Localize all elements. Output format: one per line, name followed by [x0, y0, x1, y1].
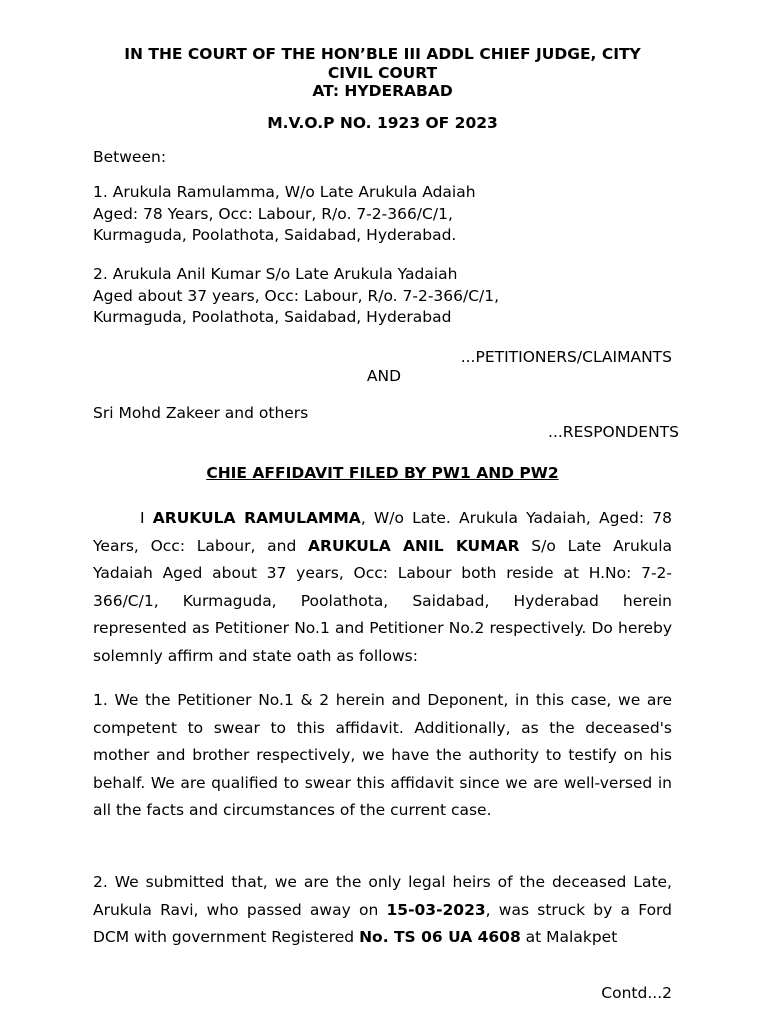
respondents-label: ...RESPONDENTS: [548, 423, 679, 441]
deponent-2-name: ARUKULA ANIL KUMAR: [308, 536, 520, 555]
intro-text-1: I: [140, 509, 153, 527]
petitioner-2-line-2: Aged about 37 years, Occ: Labour, R/o. 7-2-366/C/1,: [93, 286, 500, 305]
petitioner-1-line-1: 1. Arukula Ramulamma, W/o Late Arukula Adaiah: [93, 183, 476, 201]
between-label: Between:: [93, 148, 167, 166]
court-line-1: IN THE COURT OF THE HON’BLE III ADDL CHIEF JUDGE, CITY: [124, 45, 641, 63]
petitioner-1-line-2: Aged: 78 Years, Occ: Labour, R/o. 7-2-366/C/1,: [93, 204, 453, 223]
intro-paragraph: [93, 505, 672, 670]
case-number: M.V.O.P NO. 1923 OF 2023: [267, 114, 498, 132]
para2-text-3: at Malakpet: [520, 928, 618, 946]
death-date: 15-03-2023: [386, 900, 486, 919]
court-heading: [93, 45, 672, 101]
continued-label: Contd...2: [601, 984, 672, 1002]
intro-text-3: S/o Late Arukula Yadaiah Aged about 37 years, Occ: Labour both reside at H.No: 7-2-366/C/1, Kurmaguda, Poolathota, Saidabad, Hyderabad herein represented as Petitioner No.1 and Petitioner No.2 respectively. Do hereby solemnly affirm and state oath as follows:: [93, 536, 672, 665]
deponent-1-name: ARUKULA RAMULAMMA: [152, 509, 361, 527]
petitioner-1: [93, 182, 672, 247]
court-line-3: AT: HYDERABAD: [312, 82, 453, 100]
petitioner-2-line-1: 2. Arukula Anil Kumar S/o Late Arukula Yadaiah: [93, 265, 458, 283]
petitioner-1-line-3: Kurmaguda, Poolathota, Saidabad, Hyderabad.: [93, 226, 457, 244]
petitioners-label: ...PETITIONERS/CLAIMANTS: [460, 348, 672, 366]
court-line-2: CIVIL COURT: [327, 63, 438, 82]
para2-text-1: 2. We submitted that, we are the only legal heirs of the deceased Late, Arukula Ravi, who passed away on: [93, 873, 672, 919]
and-separator: AND: [366, 367, 402, 385]
vehicle-registration: No. TS 06 UA 4608: [359, 928, 521, 946]
paragraph-1: 1. We the Petitioner No.1 & 2 herein and Deponent, in this case, we are competent to swear to this affidavit. Additionally, as the deceased's mother and brother respectively, we have the authority to testify on his behalf. We are qualified to swear this affidavit since we are well-versed in all the facts and circumstances of the current case.: [93, 691, 672, 819]
paragraph-2: [93, 869, 672, 952]
petitioner-2: [93, 264, 672, 329]
intro-text-2: , W/o Late. Arukula Yadaiah, Aged: 78 Years, Occ: Labour, and: [93, 509, 673, 555]
petitioner-2-line-3: Kurmaguda, Poolathota, Saidabad, Hyderabad: [93, 308, 452, 326]
affidavit-title: CHIE AFFIDAVIT FILED BY PW1 AND PW2: [206, 464, 559, 482]
respondent-name: Sri Mohd Zakeer and others: [93, 404, 309, 422]
para2-text-2: , was struck by a Ford DCM with government Registered: [93, 900, 672, 946]
